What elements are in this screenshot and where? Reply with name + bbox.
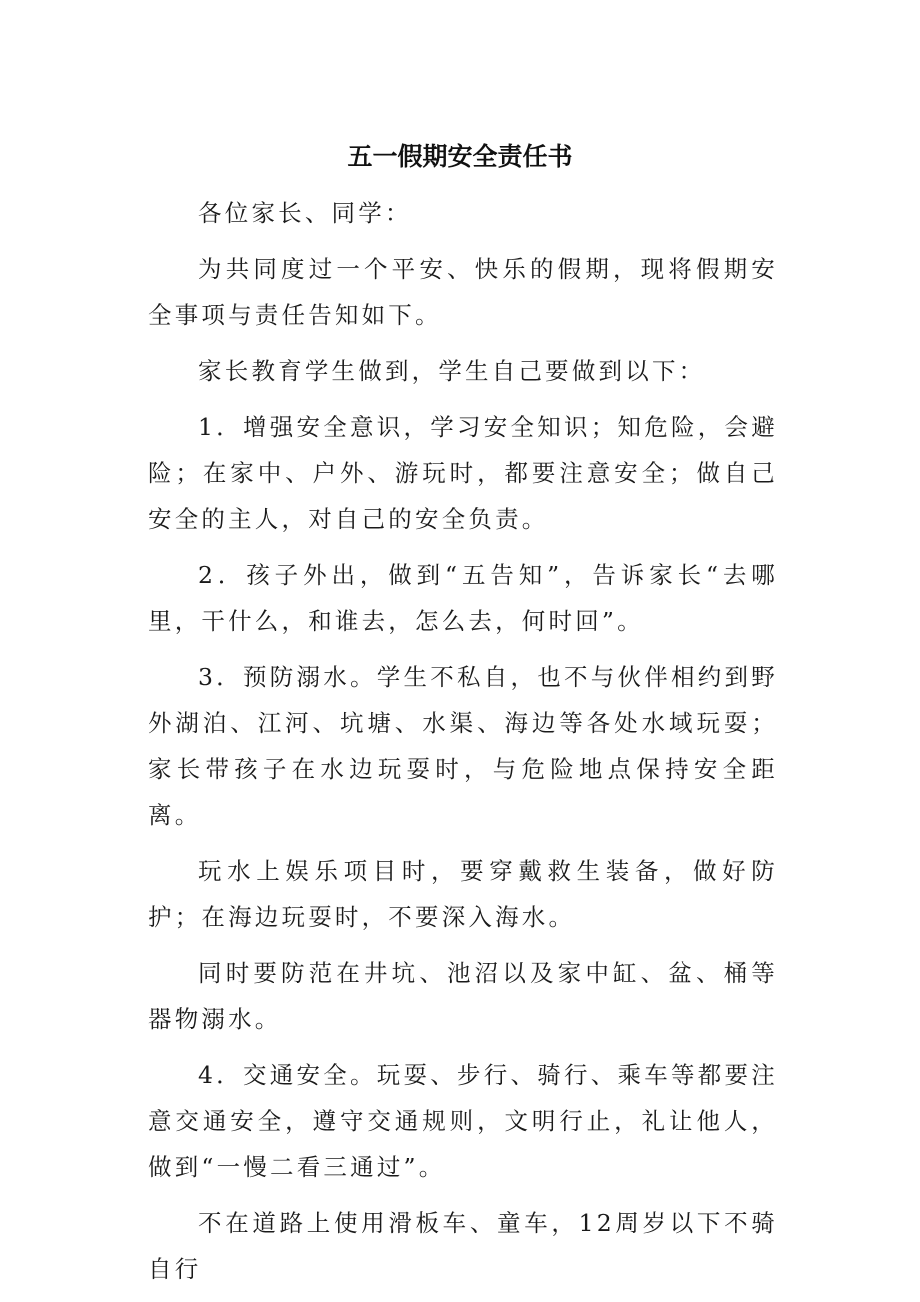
paragraph-household-drowning: 同时要防范在井坑、池沼以及家中缸、盆、桶等器物溺水。 bbox=[148, 959, 778, 1033]
paragraph-item-1: 1．增强安全意识，学习安全知识；知危险，会避险；在家中、户外、游玩时，都要注意安全；做自己安全的主人，对自己的安全负责。 bbox=[148, 413, 778, 533]
paragraph-salutation: 各位家长、同学： bbox=[198, 199, 412, 227]
paragraph-requirements-lead: 家长教育学生做到，学生自己要做到以下： bbox=[198, 357, 706, 385]
document-title: 五一假期安全责任书 bbox=[347, 142, 573, 171]
paragraph-water-activities: 玩水上娱乐项目时，要穿戴救生装备，做好防护；在海边玩耍时，不要深入海水。 bbox=[148, 857, 778, 931]
paragraph-item-3: 3．预防溺水。学生不私自，也不与伙伴相约到野外湖泊、江河、坑塘、水渠、海边等各处水域玩耍；家长带孩子在水边玩耍时，与危险地点保持安全距离。 bbox=[148, 663, 778, 829]
paragraph-intro: 为共同度过一个平安、快乐的假期，现将假期安全事项与责任告知如下。 bbox=[148, 255, 778, 329]
document-body bbox=[148, 190, 778, 1302]
paragraph-item-4: 4．交通安全。玩耍、步行、骑行、乘车等都要注意交通安全，遵守交通规则，文明行止，礼让他人，做到“一慢二看三通过”。 bbox=[148, 1061, 778, 1181]
paragraph-scooter: 不在道路上使用滑板车、童车，12周岁以下不骑自行 bbox=[148, 1209, 778, 1283]
paragraph-item-2: 2．孩子外出，做到“五告知”，告诉家长“去哪里，干什么，和谁去，怎么去，何时回”。 bbox=[148, 561, 778, 635]
